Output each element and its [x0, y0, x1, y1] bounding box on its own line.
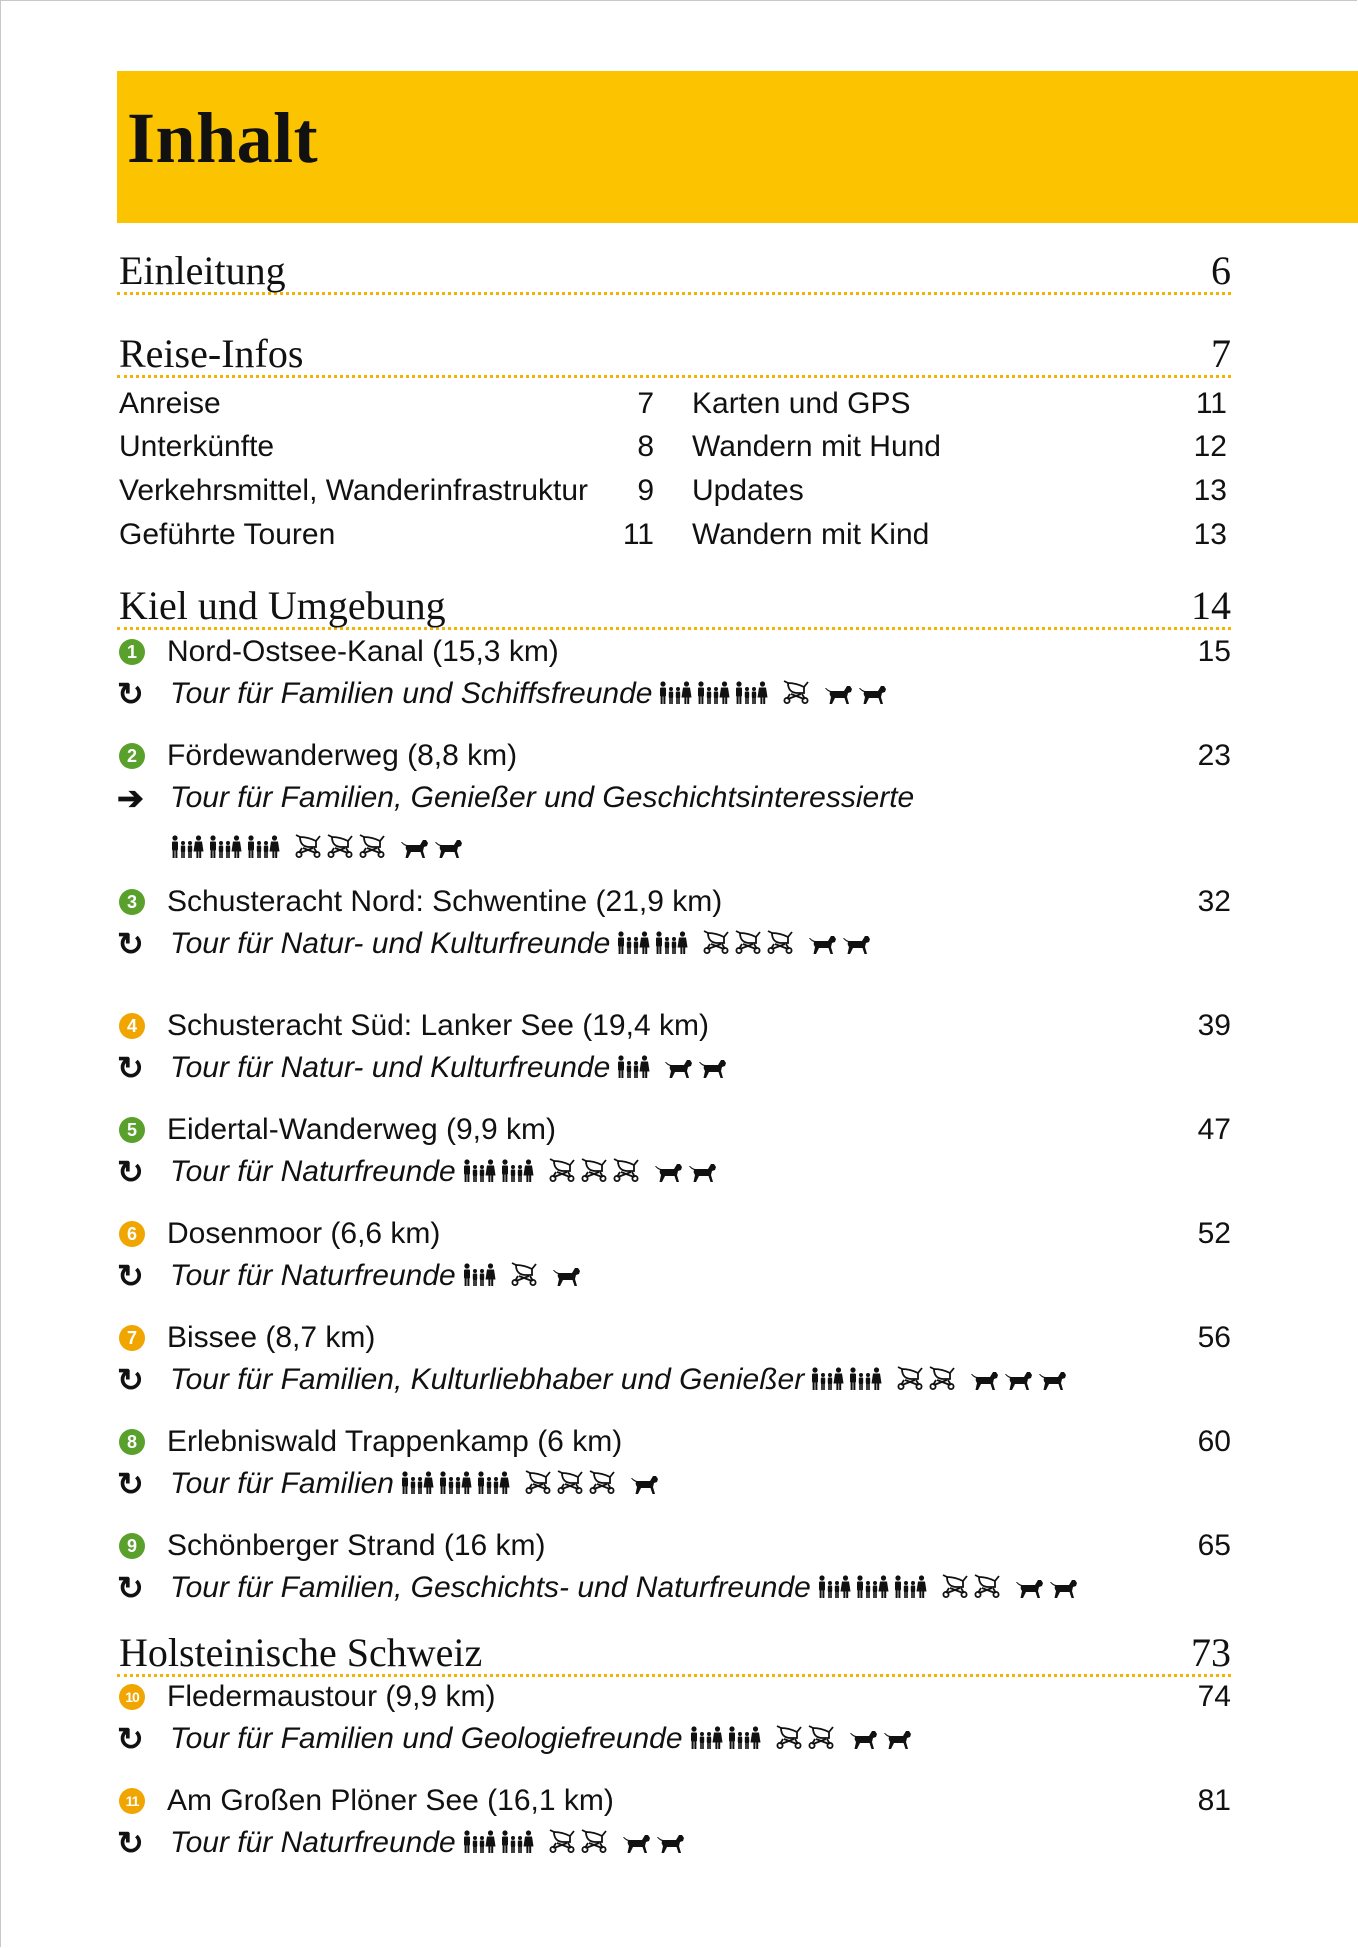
- difficulty-icons: [462, 1256, 596, 1298]
- loop-arrow-icon: ↻: [117, 1721, 144, 1757]
- loop-arrow-icon: ↻: [117, 1570, 144, 1606]
- dog-icon: [698, 1050, 728, 1090]
- info-label: Updates: [692, 474, 804, 507]
- tour-description: Tour für Natur- und Kulturfreunde: [170, 927, 611, 960]
- family-icon: [893, 1570, 927, 1610]
- family-icon: [689, 1721, 723, 1761]
- info-item-updates[interactable]: [692, 471, 1227, 511]
- info-page: 12: [1193, 430, 1227, 463]
- tour-page: 81: [1197, 1784, 1231, 1817]
- section-kiel[interactable]: [117, 585, 1231, 630]
- stroller-icon: [548, 1154, 576, 1194]
- section-page: 7: [1211, 331, 1231, 376]
- family-icon: [500, 1154, 534, 1194]
- info-item-gefuehrte-touren[interactable]: [119, 515, 654, 555]
- stroller-icon: [326, 830, 354, 870]
- stroller-icon: [556, 1466, 584, 1506]
- tour-page: 74: [1197, 1680, 1231, 1713]
- loop-arrow-icon: ↻: [117, 1466, 144, 1502]
- stroller-icon: [580, 1154, 608, 1194]
- tour-title: Fördewanderweg (8,8 km): [167, 739, 518, 772]
- dog-icon: [1015, 1570, 1045, 1610]
- stroller-icon: [524, 1466, 552, 1506]
- info-item-karten[interactable]: [692, 384, 1227, 424]
- tour-number-badge: 2: [119, 743, 145, 769]
- dog-group: [630, 1465, 664, 1506]
- difficulty-icons: [462, 1823, 700, 1865]
- family-icon: [654, 926, 688, 966]
- tour-number-badge: 5: [119, 1117, 145, 1143]
- tour-title: Nord-Ostsee-Kanal (15,3 km): [167, 635, 559, 668]
- section-title: Reise-Infos: [119, 331, 304, 376]
- dog-icon: [552, 1258, 582, 1298]
- stroller-icon: [928, 1362, 956, 1402]
- loop-arrow-icon: ↻: [117, 1362, 144, 1398]
- info-page: 7: [637, 387, 654, 420]
- tour-title: Schusteracht Nord: Schwentine (21,9 km): [167, 885, 723, 918]
- stroller-icon: [734, 926, 762, 966]
- family-icon: [462, 1825, 496, 1865]
- stroller-icon: [358, 830, 386, 870]
- tour-page: 47: [1197, 1113, 1231, 1146]
- stroller-icon: [548, 1825, 576, 1865]
- info-label: Wandern mit Kind: [692, 518, 930, 551]
- loop-arrow-icon: ↻: [117, 926, 144, 962]
- info-page: 13: [1193, 474, 1227, 507]
- family-icon: [817, 1570, 851, 1610]
- tour-number-badge: 3: [119, 889, 145, 915]
- dog-icon: [656, 1825, 686, 1865]
- tour-description: Tour für Familien, Geschichts- und Naturfreunde: [170, 1571, 811, 1604]
- stroller-icon: [612, 1154, 640, 1194]
- family-group: [462, 1824, 538, 1865]
- stroller-icon: [775, 1721, 803, 1761]
- tour-description: Tour für Familien und Schiffsfreunde: [170, 677, 653, 710]
- tour-description: Tour für Naturfreunde: [170, 1155, 456, 1188]
- family-group: [462, 1257, 500, 1298]
- tour-description: Tour für Naturfreunde: [170, 1259, 456, 1292]
- family-icon: [616, 926, 650, 966]
- dog-icon: [434, 830, 464, 870]
- tour-page: 32: [1197, 885, 1231, 918]
- info-item-kind[interactable]: [692, 515, 1227, 555]
- tour-title: Fledermaustour (9,9 km): [167, 1680, 496, 1713]
- tour-number-badge: 11: [119, 1788, 145, 1814]
- section-page: 6: [1211, 248, 1231, 293]
- tour-description: Tour für Familien und Geologiefreunde: [170, 1722, 683, 1755]
- info-label: Geführte Touren: [119, 518, 336, 551]
- family-icon: [208, 830, 242, 870]
- dog-icon: [622, 1825, 652, 1865]
- info-label: Wandern mit Hund: [692, 430, 941, 463]
- section-einleitung[interactable]: [117, 250, 1231, 295]
- dog-icon: [654, 1154, 684, 1194]
- title-banner: [117, 71, 1358, 223]
- section-page: 14: [1191, 583, 1231, 628]
- dog-icon: [688, 1154, 718, 1194]
- stroller-icon: [941, 1570, 969, 1610]
- family-group: [462, 1153, 538, 1194]
- family-group: [810, 1361, 886, 1402]
- dog-icon: [849, 1721, 879, 1761]
- tour-title: Schönberger Strand (16 km): [167, 1529, 546, 1562]
- stroller-icon: [782, 676, 810, 716]
- info-item-verkehrsmittel[interactable]: [119, 471, 654, 511]
- stroller-icon: [702, 926, 730, 966]
- section-reise-infos[interactable]: [117, 333, 1231, 378]
- info-label: Verkehrsmittel, Wanderinfrastruktur: [119, 474, 589, 507]
- dog-icon: [1049, 1570, 1079, 1610]
- family-group: [400, 1465, 514, 1506]
- loop-arrow-icon: ↻: [117, 1050, 144, 1086]
- dog-icon: [808, 926, 838, 966]
- family-icon: [810, 1362, 844, 1402]
- stroller-icon: [807, 1721, 835, 1761]
- stroller-group: [896, 1361, 960, 1402]
- family-icon: [438, 1466, 472, 1506]
- family-group: [689, 1720, 765, 1761]
- stroller-group: [782, 675, 814, 716]
- dog-icon: [858, 676, 888, 716]
- section-holstein[interactable]: [117, 1632, 1231, 1677]
- stroller-group: [294, 829, 390, 870]
- tour-page: 15: [1197, 635, 1231, 668]
- loop-arrow-icon: ↻: [117, 676, 144, 712]
- dog-icon: [970, 1362, 1000, 1402]
- family-icon: [855, 1570, 889, 1610]
- family-icon: [400, 1466, 434, 1506]
- family-icon: [462, 1154, 496, 1194]
- tour-title: Am Großen Plöner See (16,1 km): [167, 1784, 614, 1817]
- info-item-hund[interactable]: [692, 427, 1227, 467]
- family-icon: [246, 830, 280, 870]
- tour-number-badge: 6: [119, 1221, 145, 1247]
- tour-number-badge: 8: [119, 1429, 145, 1455]
- dog-icon: [630, 1466, 660, 1506]
- tour-description: Tour für Familien: [170, 1467, 394, 1500]
- dog-icon: [1004, 1362, 1034, 1402]
- info-page: 11: [1195, 387, 1227, 420]
- stroller-group: [510, 1257, 542, 1298]
- dog-icon: [1038, 1362, 1068, 1402]
- family-group: [658, 675, 772, 716]
- loop-arrow-icon: ↻: [117, 1825, 144, 1861]
- family-icon: [462, 1258, 496, 1298]
- difficulty-icons: [810, 1360, 1082, 1402]
- tour-number-badge: 4: [119, 1013, 145, 1039]
- right-arrow-icon: ➔: [117, 780, 144, 816]
- tour-title: Erlebniswald Trappenkamp (6 km): [167, 1425, 623, 1458]
- tour-title: Schusteracht Süd: Lanker See (19,4 km): [167, 1009, 709, 1042]
- section-title: Kiel und Umgebung: [119, 583, 446, 628]
- dog-group: [552, 1257, 586, 1298]
- stroller-group: [941, 1569, 1005, 1610]
- family-icon: [848, 1362, 882, 1402]
- tour-description: Tour für Familien, Genießer und Geschichtsinteressierte: [170, 781, 915, 814]
- info-page: 9: [637, 474, 654, 507]
- page-title: Inhalt: [127, 98, 319, 178]
- info-label: Anreise: [119, 387, 221, 420]
- tour-number-badge: 7: [119, 1325, 145, 1351]
- loop-arrow-icon: ↻: [117, 1154, 144, 1190]
- info-label: Karten und GPS: [692, 387, 911, 420]
- family-icon: [616, 1050, 650, 1090]
- info-page: 13: [1193, 518, 1227, 551]
- section-title: Holsteinische Schweiz: [119, 1630, 483, 1675]
- tour-page: 23: [1197, 739, 1231, 772]
- tour-title: Bissee (8,7 km): [167, 1321, 376, 1354]
- difficulty-icons: [817, 1568, 1093, 1610]
- dog-group: [1015, 1569, 1083, 1610]
- dog-group: [664, 1049, 732, 1090]
- family-icon: [476, 1466, 510, 1506]
- family-group: [616, 925, 692, 966]
- family-group: [817, 1569, 931, 1610]
- dog-icon: [824, 676, 854, 716]
- dog-icon: [842, 926, 872, 966]
- dog-icon: [664, 1050, 694, 1090]
- tour-number-badge: 9: [119, 1533, 145, 1559]
- tour-page: 39: [1197, 1009, 1231, 1042]
- info-page: 8: [637, 430, 654, 463]
- tour-description: Tour für Naturfreunde: [170, 1826, 456, 1859]
- info-page: 11: [622, 518, 654, 551]
- difficulty-icons: [170, 828, 478, 870]
- stroller-icon: [896, 1362, 924, 1402]
- stroller-icon: [294, 830, 322, 870]
- dog-group: [849, 1720, 917, 1761]
- stroller-icon: [588, 1466, 616, 1506]
- difficulty-icons: [689, 1719, 927, 1761]
- difficulty-icons: [400, 1464, 674, 1506]
- dog-group: [622, 1824, 690, 1865]
- difficulty-icons: [658, 674, 902, 716]
- stroller-group: [548, 1153, 644, 1194]
- family-icon: [696, 676, 730, 716]
- tour-description: Tour für Natur- und Kulturfreunde: [170, 1051, 611, 1084]
- info-label: Unterkünfte: [119, 430, 275, 463]
- dog-icon: [400, 830, 430, 870]
- stroller-icon: [766, 926, 794, 966]
- dog-group: [824, 675, 892, 716]
- info-item-anreise[interactable]: [119, 384, 654, 424]
- difficulty-icons: [616, 924, 886, 966]
- family-icon: [500, 1825, 534, 1865]
- family-group: [170, 829, 284, 870]
- dog-group: [654, 1153, 722, 1194]
- family-group: [616, 1049, 654, 1090]
- info-item-unterkuenfte[interactable]: [119, 427, 654, 467]
- tour-number-badge: 10: [119, 1684, 145, 1710]
- stroller-group: [775, 1720, 839, 1761]
- family-icon: [658, 676, 692, 716]
- difficulty-icons: [462, 1152, 732, 1194]
- tour-number-badge: 1: [119, 639, 145, 665]
- tour-page: 60: [1197, 1425, 1231, 1458]
- section-title: Einleitung: [119, 248, 286, 293]
- dog-group: [808, 925, 876, 966]
- difficulty-icons: [616, 1048, 742, 1090]
- dog-icon: [883, 1721, 913, 1761]
- stroller-icon: [973, 1570, 1001, 1610]
- tour-page: 56: [1197, 1321, 1231, 1354]
- tour-description: Tour für Familien, Kulturliebhaber und Genießer: [170, 1363, 805, 1396]
- tour-title: Dosenmoor (6,6 km): [167, 1217, 441, 1250]
- stroller-group: [702, 925, 798, 966]
- tour-title: Eidertal-Wanderweg (9,9 km): [167, 1113, 557, 1146]
- section-page: 73: [1191, 1630, 1231, 1675]
- stroller-group: [548, 1824, 612, 1865]
- stroller-icon: [510, 1258, 538, 1298]
- family-icon: [170, 830, 204, 870]
- family-icon: [734, 676, 768, 716]
- dog-group: [400, 829, 468, 870]
- family-icon: [727, 1721, 761, 1761]
- tour-page: 65: [1197, 1529, 1231, 1562]
- stroller-group: [524, 1465, 620, 1506]
- tour-page: 52: [1197, 1217, 1231, 1250]
- loop-arrow-icon: ↻: [117, 1258, 144, 1294]
- dog-group: [970, 1361, 1072, 1402]
- stroller-icon: [580, 1825, 608, 1865]
